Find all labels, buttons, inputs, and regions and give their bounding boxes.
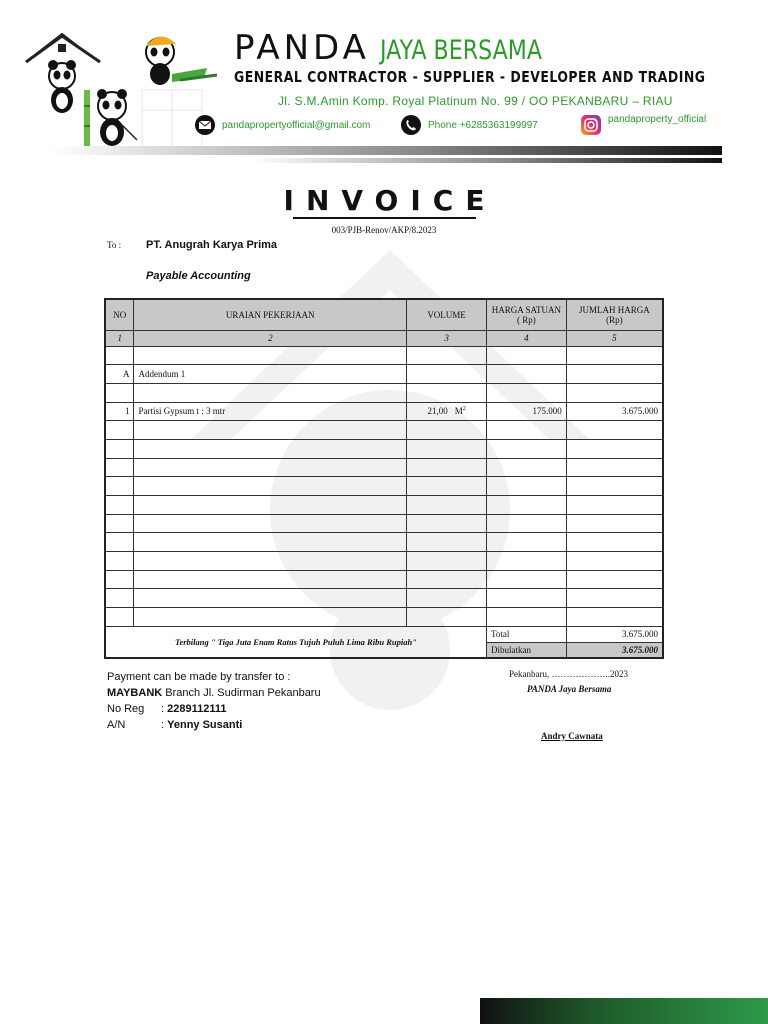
item-total-price	[566, 533, 663, 552]
item-no	[105, 346, 134, 365]
panda-logo	[22, 30, 222, 160]
index-cell: 4	[486, 330, 566, 346]
table-row	[105, 514, 663, 533]
account-holder-label: A/N	[107, 719, 126, 731]
table-row	[105, 496, 663, 515]
item-unit-price	[486, 346, 566, 365]
company-name	[234, 28, 577, 68]
item-total-price	[566, 346, 663, 365]
header-no: NO	[105, 299, 134, 330]
phone-icon	[400, 114, 422, 136]
item-volume	[407, 608, 487, 627]
item-volume	[407, 570, 487, 589]
table-row	[105, 421, 663, 440]
account-number: 2289112111	[167, 703, 227, 715]
item-no	[105, 477, 134, 496]
item-unit-price	[486, 365, 566, 384]
item-total-price	[566, 496, 663, 515]
item-no	[105, 383, 134, 402]
item-no	[105, 496, 134, 515]
rounded-value: 3.675.000	[566, 642, 663, 658]
signature-place-date: Pekanbaru, ………………..2023	[509, 669, 628, 679]
item-description	[134, 552, 407, 571]
total-row	[105, 626, 663, 642]
item-volume	[407, 552, 487, 571]
envelope-icon	[194, 114, 216, 136]
item-no	[105, 514, 134, 533]
item-volume	[407, 458, 487, 477]
header-description: URAIAN PEKERJAAN	[134, 299, 407, 330]
item-unit-price	[486, 458, 566, 477]
item-volume	[407, 383, 487, 402]
recipient-name: PT. Anugrah Karya Prima	[146, 239, 278, 251]
item-volume	[407, 589, 487, 608]
item-volume	[407, 514, 487, 533]
account-number-line	[107, 701, 321, 717]
item-total-price	[566, 383, 663, 402]
item-description	[134, 383, 407, 402]
item-unit-price	[486, 496, 566, 515]
item-total-price	[566, 477, 663, 496]
footer-bar	[480, 998, 768, 1024]
item-total-price	[566, 608, 663, 627]
item-no	[105, 589, 134, 608]
index-cell: 3	[407, 330, 487, 346]
table-row	[105, 608, 663, 627]
item-unit-price	[486, 439, 566, 458]
item-volume	[407, 477, 487, 496]
invoice-title-underline	[293, 217, 476, 219]
item-unit-price	[486, 477, 566, 496]
item-no	[105, 533, 134, 552]
item-description	[134, 589, 407, 608]
company-name-main: PANDA	[234, 28, 370, 68]
index-cell: 5	[566, 330, 663, 346]
phone-text: Phone +6285363199997	[428, 119, 538, 131]
payment-intro: Payment can be made by transfer to :	[107, 671, 291, 683]
item-total-price	[566, 514, 663, 533]
header-unit-price: HARGA SATUAN ( Rp)	[486, 299, 566, 330]
account-holder: Yenny Susanti	[167, 719, 243, 731]
item-volume-value: 21,00	[427, 406, 448, 417]
account-holder-line	[107, 717, 321, 733]
table-row	[105, 365, 663, 384]
item-no	[105, 421, 134, 440]
account-number-label: No Reg	[107, 703, 145, 715]
contact-email	[194, 114, 370, 136]
item-volume	[407, 533, 487, 552]
bank-line	[107, 685, 321, 701]
item-description	[134, 477, 407, 496]
item-unit-price	[486, 608, 566, 627]
payment-info	[107, 669, 321, 733]
index-cell: 1	[105, 330, 134, 346]
bank-branch: Branch Jl. Sudirman Pekanbaru	[165, 687, 321, 699]
item-volume	[407, 439, 487, 458]
signatory-name: Andry Cawnata	[541, 731, 603, 741]
item-no: 1	[105, 402, 134, 421]
item-description	[134, 439, 407, 458]
item-no	[105, 570, 134, 589]
item-unit-price	[486, 533, 566, 552]
item-description	[134, 421, 407, 440]
bank-name: MAYBANK	[107, 687, 163, 699]
item-unit-price	[486, 421, 566, 440]
contact-instagram	[580, 114, 706, 136]
item-volume	[407, 496, 487, 515]
total-value: 3.675.000	[566, 626, 663, 642]
table-row	[105, 383, 663, 402]
item-description: Addendum 1	[134, 365, 407, 384]
company-address: Jl. S.M.Amin Komp. Royal Platinum No. 99 / OO PEKANBARU – RIAU	[278, 94, 673, 108]
table-row	[105, 458, 663, 477]
item-description	[134, 533, 407, 552]
to-label: To :	[107, 240, 122, 250]
table-header-row	[105, 299, 663, 330]
signature-company: PANDA Jaya Bersama	[527, 684, 612, 694]
item-total-price	[566, 439, 663, 458]
item-total-price	[566, 552, 663, 571]
instagram-icon	[580, 114, 602, 136]
item-unit-price	[486, 552, 566, 571]
item-unit-price	[486, 570, 566, 589]
company-name-accent: JAYA BERSAMA	[379, 35, 542, 66]
header-volume: VOLUME	[407, 299, 487, 330]
item-total-price	[566, 570, 663, 589]
item-volume	[407, 402, 487, 421]
item-description	[134, 608, 407, 627]
header-total-price: JUMLAH HARGA (Rp)	[566, 299, 663, 330]
item-description	[134, 458, 407, 477]
amount-in-words: Terbilang " Tiga Juta Enam Ratus Tujuh Puluh Lima Ribu Rupiah"	[105, 626, 486, 658]
email-text: pandapropertyofficial@gmail.com	[222, 119, 371, 131]
item-no	[105, 552, 134, 571]
item-no: A	[105, 365, 134, 384]
colon: :	[161, 703, 165, 715]
rounded-label: Dibulatkan	[486, 642, 566, 658]
item-volume	[407, 346, 487, 365]
invoice-number: 003/PJB-Renov/AKP/8.2023	[331, 225, 437, 235]
instagram-text: pandaproperty_official	[608, 113, 707, 125]
item-total-price: 3.675.000	[566, 402, 663, 421]
item-description	[134, 570, 407, 589]
item-total-price	[566, 589, 663, 608]
item-volume	[407, 365, 487, 384]
item-unit-price	[486, 383, 566, 402]
item-unit-price	[486, 514, 566, 533]
table-row	[105, 552, 663, 571]
table-row	[105, 533, 663, 552]
item-description	[134, 496, 407, 515]
header-divider	[50, 146, 722, 168]
item-description	[134, 346, 407, 365]
item-volume	[407, 421, 487, 440]
total-label: Total	[486, 626, 566, 642]
item-unit: M	[454, 406, 463, 417]
item-unit-superscript: 2	[462, 406, 466, 413]
table-row	[105, 589, 663, 608]
item-total-price	[566, 365, 663, 384]
company-tagline: GENERAL CONTRACTOR - SUPPLIER - DEVELOPER AND TRADING	[234, 68, 706, 86]
item-total-price	[566, 458, 663, 477]
item-total-price	[566, 421, 663, 440]
invoice-title: INVOICE	[283, 184, 497, 217]
item-no	[105, 608, 134, 627]
item-no	[105, 458, 134, 477]
contact-phone	[400, 114, 538, 136]
item-description	[134, 514, 407, 533]
recipient-department: Payable Accounting	[146, 270, 251, 282]
column-index-row	[105, 330, 663, 346]
table-row	[105, 439, 663, 458]
table-row	[105, 402, 663, 421]
item-no	[105, 439, 134, 458]
invoice-table	[104, 298, 664, 659]
table-row	[105, 477, 663, 496]
item-unit-price	[486, 589, 566, 608]
table-row	[105, 570, 663, 589]
item-description: Partisi Gypsum t : 3 mtr	[134, 402, 407, 421]
table-row	[105, 346, 663, 365]
item-unit-price: 175.000	[486, 402, 566, 421]
colon: :	[161, 719, 165, 731]
index-cell: 2	[134, 330, 407, 346]
